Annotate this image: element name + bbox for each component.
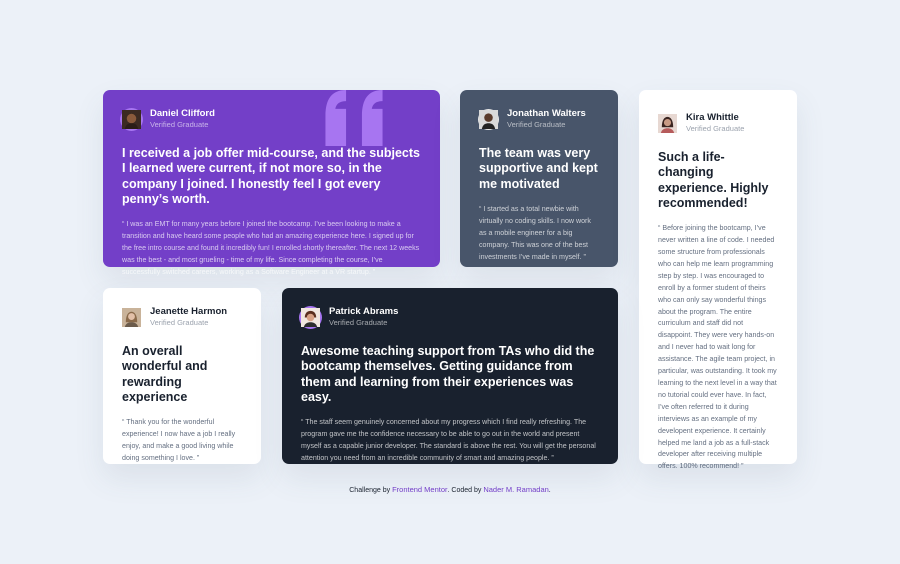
author-role: Verified Graduate: [507, 120, 566, 129]
author-link[interactable]: Nader M. Ramadan: [483, 485, 549, 494]
profile: [301, 306, 599, 328]
avatar: [479, 110, 498, 129]
avatar: [122, 308, 141, 327]
coded-prefix: . Coded by: [447, 487, 482, 494]
author-name: Jeanette Harmon: [150, 306, 228, 317]
avatar: [658, 114, 677, 133]
author-name: Patrick Abrams: [329, 306, 399, 317]
testimonial-quote: “ The staff seem genuinely concerned about my progress which I find really refreshing. The program gave me the confidence necessary to be able to go out in the world and present myself as a capable junior developer. The standard is above the rest. You will get the personal attention you need from an incredible community of smart and amazing people. ”: [301, 418, 596, 462]
testimonial-headline: An overall wonderful and rewarding experience: [122, 344, 208, 404]
testimonial-quote: “ I was an EMT for many years before I joined the bootcamp. I’ve been looking to make a transition and have heard some people who had an amazing experience here. I signed up for the free intro course and found it incredibly fun! I enrolled shortly thereafter. The next 12 weeks was the best - and most grueling - time of my life. Since completing the course, I’ve successfully switched careers, working as a Software Engineer at a VR startup. ”: [122, 220, 420, 276]
testimonial-headline: The team was very supportive and kept me motivated: [479, 146, 598, 191]
testimonial-quote: “ I started as a total newbie with virtually no coding skills. I now work as a mobile engineer for a big company. This was one of the best investments I’ve made in myself. ”: [479, 204, 591, 261]
avatar: [301, 308, 320, 327]
avatar: [122, 110, 141, 129]
frontend-mentor-link[interactable]: Frontend Mentor: [392, 485, 448, 494]
attribution-footer: [0, 485, 900, 494]
testimonial-headline: I received a job offer mid-course, and the subjects I learned were current, if not more so, in the company I joined. I honestly feel I got every penny’s worth.: [122, 146, 420, 206]
author-role: Verified Graduate: [150, 120, 209, 129]
challenge-prefix: Challenge by: [349, 487, 391, 494]
author-name: Daniel Clifford: [150, 108, 215, 119]
profile: [658, 112, 778, 134]
testimonial-headline: Awesome teaching support from TAs who did the bootcamp themselves. Getting guidance from them and learning from their experiences was easy.: [301, 344, 595, 404]
testimonial-card-patrick: [282, 288, 618, 464]
profile: [479, 108, 599, 130]
author-role: Verified Graduate: [329, 318, 388, 327]
author-role: Verified Graduate: [686, 124, 745, 133]
testimonial-card-jonathan: [460, 90, 618, 267]
author-name: Kira Whittle: [686, 112, 739, 123]
testimonial-quote: “ Thank you for the wonderful experience! I now have a job I really enjoy, and make a good living while doing something I love. ”: [122, 418, 236, 462]
profile: [122, 108, 421, 130]
author-role: Verified Graduate: [150, 318, 209, 327]
profile: [122, 306, 242, 328]
testimonial-quote: “ Before joining the bootcamp, I’ve never written a line of code. I needed some structure from professionals who can help me learn programming step by step. I was encouraged to enroll by a former student of theirs who can only say wonderful things about the program. The entire curriculum and staff did not disappoint. They were very hands-on and I never had to wait long for assistance. The agile team project, in particular, was outstanding. It took my learning to the next level in a way that no tutorial could ever have. In fact, I’ve often referred to it during interviews as an example of my developent experience. It certainly helped me land a job as a full-stack developer after receiving multiple offers. 100% recommend! ”: [658, 224, 777, 471]
testimonial-headline: Such a life-changing experience. Highly recommended!: [658, 150, 769, 210]
testimonial-card-jeanette: [103, 288, 261, 464]
author-name: Jonathan Walters: [507, 108, 586, 119]
testimonial-card-kira: [639, 90, 797, 471]
footer-suffix: .: [548, 487, 551, 494]
testimonial-card-daniel: [103, 90, 440, 276]
